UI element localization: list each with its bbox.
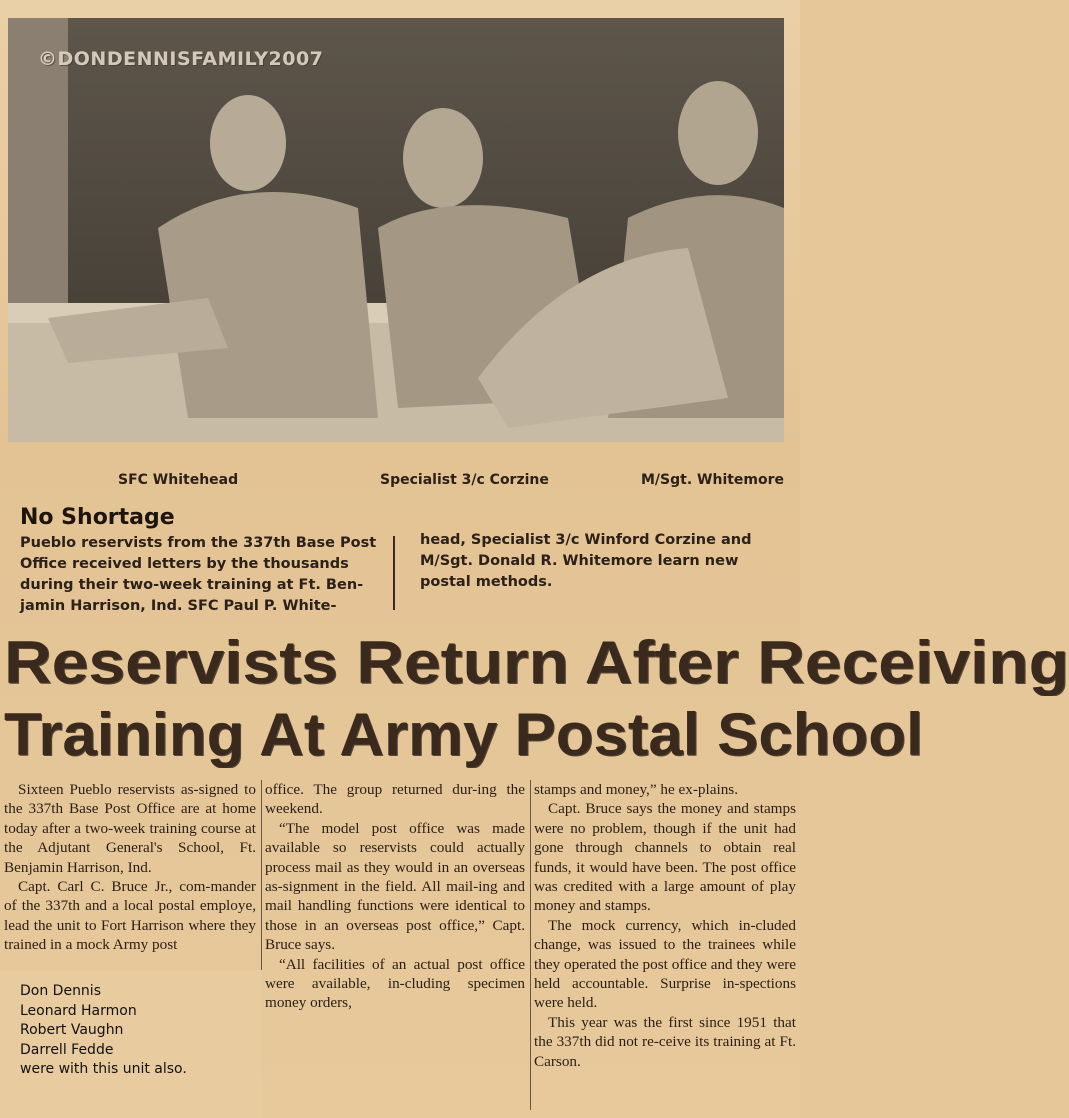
cutline-right-line: M/Sgt. Donald R. Whitemore learn new	[420, 553, 739, 569]
article-column-3	[534, 780, 796, 1071]
watermark-text: ©DONDENNISFAMILY2007	[38, 48, 324, 70]
news-photo	[8, 18, 784, 442]
column-divider	[530, 780, 531, 1110]
caption-whitehead: SFC Whitehead	[118, 472, 239, 488]
article-column-1	[4, 780, 256, 955]
headline-line-1: Reservists Return After Receiving	[4, 629, 1069, 696]
headline-line-2: Training At Army Postal School	[4, 701, 924, 768]
article-paragraph: This year was the first since 1951 that the 337th did not re-ceive its training at Ft. Carson.	[534, 1013, 796, 1070]
article-column-2	[265, 780, 525, 1013]
caption-whitemore: M/Sgt. Whitemore	[641, 472, 785, 488]
article-paragraph: The mock currency, which in-cluded change, was issued to the trainees while they operated the post office and they were held accountable. Surprise in-spections were held.	[534, 916, 796, 1012]
cutline-divider	[393, 536, 395, 610]
cutline-left-line: Pueblo reservists from the 337th Base Post	[20, 535, 377, 551]
cutline-title: No Shortage	[20, 505, 175, 530]
cutline-left-line: Office received letters by the thousands	[20, 556, 349, 572]
annotation-name: Leonard Harmon	[20, 1002, 137, 1019]
article-paragraph: stamps and money,” he ex-plains.	[534, 781, 738, 798]
annotation-tail: were with this unit also.	[20, 1061, 187, 1078]
cutline-left-line: during their two-week training at Ft. Ben-	[20, 577, 364, 593]
article-paragraph: office. The group returned dur-ing the weekend.	[265, 781, 525, 818]
cutline-left	[20, 533, 385, 617]
article-paragraph: Capt. Bruce says the money and stamps were no problem, though if the unit had gone through channels to obtain real funds, it would have been. The post office was credited with a large amount of play money and stamps.	[534, 800, 796, 915]
cutline-right-line: postal methods.	[420, 574, 553, 590]
annotation-name: Robert Vaughn	[20, 1022, 124, 1039]
article-paragraph: “The model post office was made available so reservists could actually process mail as they would in an overseas as-signment in the field. All mail-ing and mail handling functions were identical to those in an overseas post office,” Capt. Bruce says.	[265, 819, 525, 954]
cutline-right	[420, 530, 790, 593]
article-paragraph: Sixteen Pueblo reservists as-signed to the 337th Base Post Office are at home today after a two-week training course at the Adjutant General's School, Ft. Benjamin Harrison, Ind.	[4, 781, 256, 876]
photo-illustration	[8, 18, 784, 442]
annotation-name: Darrell Fedde	[20, 1041, 114, 1058]
article-paragraph: “All facilities of an actual post office were available, in-cluding specimen money orders,	[265, 955, 525, 1012]
annotation-note	[20, 982, 187, 1080]
caption-corzine: Specialist 3/c Corzine	[380, 472, 549, 488]
cutline-left-line: jamin Harrison, Ind. SFC Paul P. White-	[20, 598, 337, 614]
cutline-right-line: head, Specialist 3/c Winford Corzine and	[420, 532, 752, 548]
article-paragraph: Capt. Carl C. Bruce Jr., com-mander of the 337th and a local postal employe, lead the unit to Fort Harrison where they trained in a mock Army post	[4, 878, 256, 954]
annotation-name: Don Dennis	[20, 983, 101, 999]
